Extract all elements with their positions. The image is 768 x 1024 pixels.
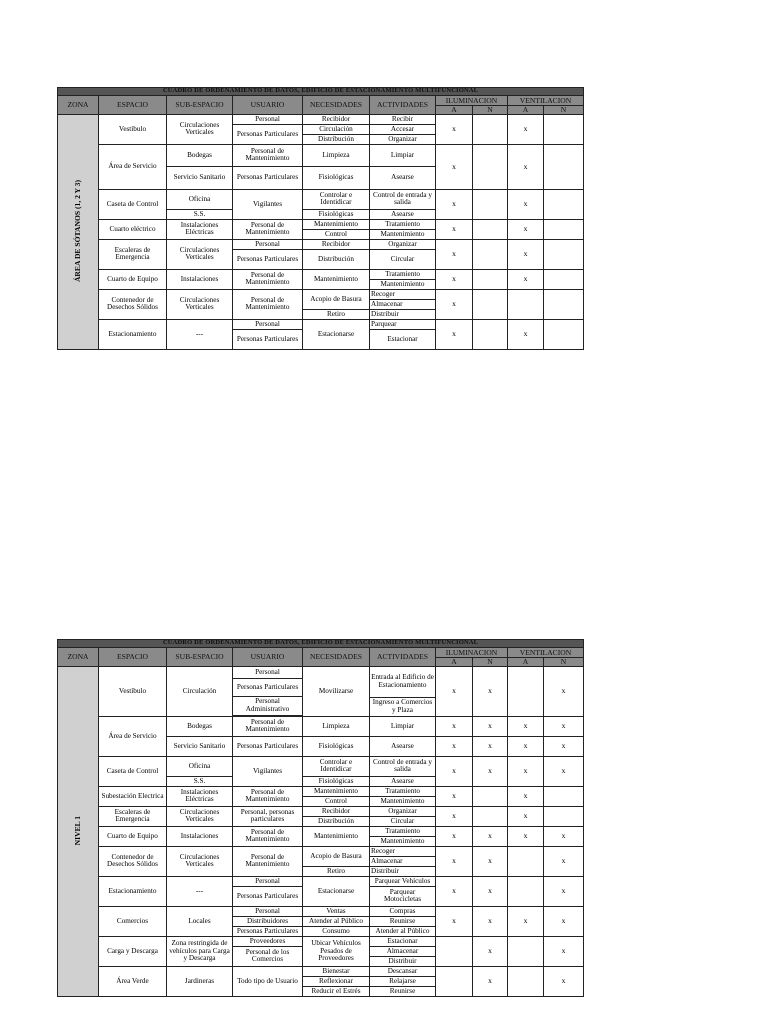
cell-espacio: Subestación Electrica xyxy=(99,786,167,806)
cell-vent-a: x xyxy=(508,219,544,239)
cell-ilum-n: x xyxy=(473,716,508,736)
cell-ilum-n xyxy=(473,114,508,144)
cell-vent-a: x xyxy=(508,806,544,826)
cell-actividad: Tratamiento xyxy=(370,826,436,836)
col-header-necesidades: NECESIDADES xyxy=(303,648,370,667)
cell-vent-n xyxy=(544,289,584,319)
cell-usuario: Personal de Mantenimiento xyxy=(233,716,303,736)
cell-usuario: Personas Particulares xyxy=(233,926,303,936)
cell-ilum-n xyxy=(473,289,508,319)
cell-subespacio: Oficina xyxy=(167,189,233,209)
cell-espacio: Escaleras de Emergencia xyxy=(99,239,167,269)
cell-actividad: Organizar xyxy=(370,806,436,816)
cell-ilum-a: x xyxy=(436,219,473,239)
cell-actividad: Compras xyxy=(370,906,436,916)
cell-actividad: Estacionar xyxy=(370,329,436,349)
cell-espacio: Comercios xyxy=(99,906,167,936)
table-title: CUADRO DE ORDENAMIENTO DE DATOS, EDIFICIO DE ESTACIONAMIENTO MULTIFUNCIONAL xyxy=(58,88,584,96)
cell-usuario: Personas Particulares xyxy=(233,124,303,144)
cell-actividad: Recibir xyxy=(370,114,436,124)
cell-usuario: Personas Particulares xyxy=(233,166,303,189)
cell-espacio: Contenedor de Desechos Sólidos xyxy=(99,846,167,876)
cell-actividad: Recoger xyxy=(370,289,436,299)
zone-cell xyxy=(58,666,99,996)
cell-necesidad: Control xyxy=(303,796,370,806)
cell-ilum-n xyxy=(473,219,508,239)
cell-vent-n xyxy=(544,114,584,144)
cell-necesidad: Distribución xyxy=(303,134,370,144)
cell-subespacio: Oficina xyxy=(167,756,233,776)
cell-actividad: Control de entrada y salida xyxy=(370,189,436,209)
cell-ilum-a: x xyxy=(436,876,473,906)
cell-usuario: Personal de Mantenimiento xyxy=(233,144,303,166)
cell-usuario: Personas Particulares xyxy=(233,886,303,906)
cell-actividad: Descansar xyxy=(370,966,436,976)
cell-vent-a xyxy=(508,666,544,716)
cell-espacio: Escaleras de Emergencia xyxy=(99,806,167,826)
cell-usuario: Personal xyxy=(233,319,303,329)
table-title-row xyxy=(58,88,584,96)
table-nivel-1 xyxy=(57,639,584,997)
cell-vent-a: x xyxy=(508,756,544,786)
cell-necesidad: Recibidor xyxy=(303,239,370,249)
col-header-zona: ZONA xyxy=(58,648,99,667)
col-header-espacio: ESPACIO xyxy=(99,96,167,115)
col-header-usuario: USUARIO xyxy=(233,96,303,115)
cell-actividad: Asearse xyxy=(370,736,436,756)
cell-actividad: Almacenar xyxy=(370,299,436,309)
cell-usuario: Distribuidores xyxy=(233,916,303,926)
cell-vent-n xyxy=(544,269,584,289)
cell-actividad: Distribuir xyxy=(370,866,436,876)
cell-subespacio: Instalaciones xyxy=(167,826,233,846)
cell-necesidad: Mantenimiento xyxy=(303,269,370,289)
table-title-row xyxy=(58,640,584,648)
cell-necesidad: Recibidor xyxy=(303,806,370,816)
col-header-ilum-n: N xyxy=(473,658,508,667)
cell-necesidad: Fisiológicas xyxy=(303,209,370,219)
cell-subespacio: Instalaciones Eléctricas xyxy=(167,219,233,239)
cell-actividad: Mantenimiento xyxy=(370,229,436,239)
cell-necesidad: Bienestar xyxy=(303,966,370,976)
cell-ilum-a: x xyxy=(436,716,473,736)
cell-vent-n xyxy=(544,319,584,349)
cell-vent-n: x xyxy=(544,736,584,756)
cell-espacio: Estacionamiento xyxy=(99,876,167,906)
cell-usuario: Personal de Mantenimiento xyxy=(233,269,303,289)
cell-subespacio: --- xyxy=(167,876,233,906)
table-row xyxy=(58,966,584,976)
cell-espacio: Vestíbulo xyxy=(99,666,167,716)
cell-ilum-n: x xyxy=(473,966,508,996)
cell-ilum-a: x xyxy=(436,846,473,876)
cell-usuario: Personal, personas particulares xyxy=(233,806,303,826)
col-header-subespacio: SUB-ESPACIO xyxy=(167,648,233,667)
cell-ilum-n xyxy=(473,144,508,189)
cell-actividad: Almacenar xyxy=(370,856,436,866)
cell-actividad: Mantenimiento xyxy=(370,796,436,806)
table-row xyxy=(58,189,584,209)
col-header-vent-n: N xyxy=(544,106,584,115)
cell-vent-a xyxy=(508,876,544,906)
cell-subespacio: Locales xyxy=(167,906,233,936)
col-header-actividades: ACTIVIDADES xyxy=(370,96,436,115)
cell-subespacio: Bodegas xyxy=(167,716,233,736)
cell-ilum-a xyxy=(436,936,473,966)
cell-actividad: Organizar xyxy=(370,134,436,144)
cell-actividad: Organizar xyxy=(370,239,436,249)
cell-subespacio: Zona restringida de vehículos para Carga y Descarga xyxy=(167,936,233,966)
cell-vent-a: x xyxy=(508,189,544,219)
cell-subespacio: S.S. xyxy=(167,209,233,219)
cell-usuario: Proveedores xyxy=(233,936,303,946)
table-row xyxy=(58,806,584,816)
header-row xyxy=(58,648,584,658)
table-row xyxy=(58,786,584,796)
cell-vent-a: x xyxy=(508,826,544,846)
cell-vent-a: x xyxy=(508,736,544,756)
cell-actividad: Atender al Público xyxy=(370,926,436,936)
cell-espacio: Estacionamiento xyxy=(99,319,167,349)
col-header-ilum-n: N xyxy=(473,106,508,115)
cell-subespacio: Circulaciones Verticales xyxy=(167,806,233,826)
cell-subespacio: Jardineras xyxy=(167,966,233,996)
cell-espacio: Contenedor de Desechos Sólidos xyxy=(99,289,167,319)
cell-vent-n xyxy=(544,189,584,219)
cell-subespacio: Circulaciones Verticales xyxy=(167,239,233,269)
cell-actividad: Asearse xyxy=(370,166,436,189)
cell-usuario: Personal de Mantenimiento xyxy=(233,846,303,876)
col-header-ventilacion: VENTILACION xyxy=(508,96,584,106)
cell-ilum-n: x xyxy=(473,756,508,786)
col-header-necesidades: NECESIDADES xyxy=(303,96,370,115)
cell-necesidad: Fisiológicas xyxy=(303,166,370,189)
col-header-vent-a: A xyxy=(508,106,544,115)
cell-ilum-n xyxy=(473,269,508,289)
zone-cell xyxy=(58,114,99,349)
cell-actividad: Recoger xyxy=(370,846,436,856)
cell-espacio: Área Verde xyxy=(99,966,167,996)
table-sotanos xyxy=(57,87,584,350)
cell-ilum-n: x xyxy=(473,906,508,936)
cell-vent-n xyxy=(544,144,584,189)
cell-espacio: Vestíbulo xyxy=(99,114,167,144)
cell-espacio: Área de Servicio xyxy=(99,144,167,189)
col-header-espacio: ESPACIO xyxy=(99,648,167,667)
cell-necesidad: Acopio de Basura xyxy=(303,289,370,309)
cell-vent-a: x xyxy=(508,716,544,736)
cell-necesidad: Fisiológicas xyxy=(303,776,370,786)
cell-vent-a xyxy=(508,966,544,996)
cell-actividad: Estacionar xyxy=(370,936,436,946)
cell-subespacio: --- xyxy=(167,319,233,349)
table-row xyxy=(58,269,584,279)
cell-actividad: Limpiar xyxy=(370,716,436,736)
cell-necesidad: Movilizarse xyxy=(303,666,370,716)
cell-usuario: Personas Particulares xyxy=(233,329,303,349)
cell-necesidad: Controlar e Identidicar xyxy=(303,189,370,209)
cell-actividad: Asearse xyxy=(370,209,436,219)
cell-actividad: Distribuir xyxy=(370,956,436,966)
cell-necesidad: Circulación xyxy=(303,124,370,134)
cell-usuario: Personal de los Comercios xyxy=(233,946,303,966)
cell-vent-a: x xyxy=(508,239,544,269)
cell-actividad: Control de entrada y salida xyxy=(370,756,436,776)
header-row xyxy=(58,96,584,106)
cell-vent-n: x xyxy=(544,846,584,876)
cell-necesidad: Ubicar Vehículos Pesados de Proveedores xyxy=(303,936,370,966)
cell-ilum-a: x xyxy=(436,666,473,716)
cell-necesidad: Ventas xyxy=(303,906,370,916)
cell-espacio: Cuarto de Equipo xyxy=(99,269,167,289)
cell-actividad: Ingreso a Comercios y Plaza xyxy=(370,697,436,716)
cell-actividad: Almacenar xyxy=(370,946,436,956)
cell-usuario: Vigilantes xyxy=(233,756,303,786)
col-header-usuario: USUARIO xyxy=(233,648,303,667)
cell-necesidad: Limpieza xyxy=(303,716,370,736)
cell-vent-a xyxy=(508,936,544,966)
table-row xyxy=(58,319,584,329)
cell-usuario: Personal Administrativo xyxy=(233,696,303,715)
table-row xyxy=(58,756,584,776)
cell-necesidad: Consumo xyxy=(303,926,370,936)
table-row xyxy=(58,826,584,836)
cell-actividad: Mantenimiento xyxy=(370,836,436,846)
col-header-vent-a: A xyxy=(508,658,544,667)
cell-subespacio: Circulación xyxy=(167,666,233,716)
col-header-ilum-a: A xyxy=(436,106,473,115)
cell-necesidad: Acopio de Basura xyxy=(303,846,370,866)
cell-actividad: Distribuir xyxy=(370,309,436,319)
cell-necesidad: Recibidor xyxy=(303,114,370,124)
cell-ilum-n xyxy=(473,319,508,349)
cell-usuario: Personal xyxy=(233,666,303,678)
cell-vent-a xyxy=(508,289,544,319)
cell-ilum-a: x xyxy=(436,144,473,189)
cell-actividad: Accesar xyxy=(370,124,436,134)
cell-subespacio: Instalaciones Eléctricas xyxy=(167,786,233,806)
cell-vent-n xyxy=(544,786,584,806)
cell-necesidad: Distribución xyxy=(303,816,370,826)
cell-actividad: Entrada al Edificio de Estacionamiento xyxy=(370,666,436,697)
cell-vent-a: x xyxy=(508,144,544,189)
cell-usuario: Personal xyxy=(233,876,303,886)
col-header-iluminacion: ILUMINACION xyxy=(436,648,508,658)
cell-usuario: Personal de Mantenimiento xyxy=(233,219,303,239)
cell-subespacio: S.S. xyxy=(167,776,233,786)
table-row xyxy=(58,666,584,678)
cell-subespacio: Circulaciones Verticales xyxy=(167,289,233,319)
col-header-ilum-a: A xyxy=(436,658,473,667)
cell-ilum-n: x xyxy=(473,846,508,876)
cell-ilum-a: x xyxy=(436,289,473,319)
cell-subespacio: Servicio Sanitario xyxy=(167,166,233,189)
table-row xyxy=(58,239,584,249)
cell-necesidad: Distribución xyxy=(303,249,370,269)
cell-actividad: Parquear Vehículos xyxy=(370,876,436,886)
table-title: CUADRO DE ORDENAMIENTO DE DATOS, EDIFICIO DE ESTACIONAMIENTO MULTIFUNCIONAL xyxy=(58,640,584,648)
table-row xyxy=(58,144,584,164)
cell-vent-a: x xyxy=(508,906,544,936)
table-row xyxy=(58,846,584,856)
cell-actividad: Tratamiento xyxy=(370,269,436,279)
cell-ilum-n: x xyxy=(473,736,508,756)
cell-ilum-n xyxy=(473,189,508,219)
cell-necesidad: Reducir el Estrés xyxy=(303,986,370,996)
cell-actividad: Circular xyxy=(370,816,436,826)
cell-ilum-n xyxy=(473,806,508,826)
cell-vent-n xyxy=(544,239,584,269)
table-row xyxy=(58,876,584,886)
cell-vent-n xyxy=(544,806,584,826)
cell-vent-n: x xyxy=(544,906,584,936)
col-header-ventilacion: VENTILACION xyxy=(508,648,584,658)
col-header-vent-n: N xyxy=(544,658,584,667)
cell-vent-a: x xyxy=(508,786,544,806)
cell-usuario: Personal xyxy=(233,239,303,249)
cell-vent-a xyxy=(508,846,544,876)
cell-ilum-a: x xyxy=(436,189,473,219)
cell-subespacio: Instalaciones xyxy=(167,269,233,289)
cell-usuario: Personas Particulares xyxy=(233,678,303,696)
cell-vent-n: x xyxy=(544,826,584,846)
cell-vent-n: x xyxy=(544,966,584,996)
cell-necesidad: Retiro xyxy=(303,866,370,876)
cell-usuario: Personal de Mantenimiento xyxy=(233,786,303,806)
cell-actividad: Reunirse xyxy=(370,916,436,926)
col-header-subespacio: SUB-ESPACIO xyxy=(167,96,233,115)
table-row xyxy=(58,114,584,124)
cell-ilum-a: x xyxy=(436,806,473,826)
cell-vent-n: x xyxy=(544,716,584,736)
cell-vent-n: x xyxy=(544,876,584,906)
cell-vent-a: x xyxy=(508,269,544,289)
cell-actividad: Tratamiento xyxy=(370,786,436,796)
cell-ilum-n: x xyxy=(473,936,508,966)
cell-actividad: Tratamiento xyxy=(370,219,436,229)
cell-vent-n: x xyxy=(544,666,584,716)
cell-ilum-a: x xyxy=(436,736,473,756)
cell-necesidad: Atender al Público xyxy=(303,916,370,926)
cell-actividad: Parquear Motocicletas xyxy=(370,886,436,906)
cell-necesidad: Mantenimiento xyxy=(303,826,370,846)
cell-vent-n: x xyxy=(544,756,584,786)
cell-necesidad: Mantenimiento xyxy=(303,786,370,796)
cell-ilum-a: x xyxy=(436,786,473,806)
cell-ilum-a: x xyxy=(436,319,473,349)
zone-label: NIVEL 1 xyxy=(73,815,83,845)
cell-usuario: Personas Particulares xyxy=(233,249,303,269)
cell-usuario: Personal de Mantenimiento xyxy=(233,826,303,846)
cell-vent-n xyxy=(544,219,584,239)
cell-actividad: Circular xyxy=(370,249,436,269)
cell-subespacio: Circulaciones Verticales xyxy=(167,114,233,144)
cell-usuario: Personal xyxy=(233,906,303,916)
col-header-actividades: ACTIVIDADES xyxy=(370,648,436,667)
cell-ilum-n xyxy=(473,786,508,806)
table-row xyxy=(58,906,584,916)
cell-necesidad: Fisiológicas xyxy=(303,736,370,756)
cell-espacio: Cuarto eléctrico xyxy=(99,219,167,239)
cell-actividad: Relajarse xyxy=(370,976,436,986)
cell-necesidad: Estacionarse xyxy=(303,319,370,349)
zone-label: ÁREA DE SÓTANOS (1, 2 Y 3) xyxy=(73,179,83,282)
cell-actividad: Parquear xyxy=(370,319,436,329)
cell-necesidad: Limpieza xyxy=(303,144,370,166)
cell-ilum-n xyxy=(473,239,508,269)
cell-ilum-n: x xyxy=(473,666,508,716)
table-row xyxy=(58,936,584,946)
cell-ilum-a: x xyxy=(436,269,473,289)
cell-necesidad: Mantenimiento xyxy=(303,219,370,229)
cell-vent-a: x xyxy=(508,319,544,349)
cell-subespacio: Servicio Sanitario xyxy=(167,736,233,756)
cell-ilum-a: x xyxy=(436,114,473,144)
cell-espacio: Carga y Descarga xyxy=(99,936,167,966)
cell-necesidad: Controlar e Identidicar xyxy=(303,756,370,776)
cell-necesidad: Retiro xyxy=(303,309,370,319)
cell-ilum-a: x xyxy=(436,756,473,786)
cell-espacio: Área de Servicio xyxy=(99,716,167,756)
table-row xyxy=(58,716,584,736)
cell-actividad: Mantenimiento xyxy=(370,279,436,289)
cell-usuario: Todo tipo de Usuario xyxy=(233,966,303,996)
cell-vent-a: x xyxy=(508,114,544,144)
cell-subespacio: Circulaciones Verticales xyxy=(167,846,233,876)
col-header-zona: ZONA xyxy=(58,96,99,115)
cell-necesidad: Reflexionar xyxy=(303,976,370,986)
cell-ilum-n: x xyxy=(473,876,508,906)
cell-necesidad: Estacionarse xyxy=(303,876,370,906)
cell-ilum-n: x xyxy=(473,826,508,846)
cell-actividad: Asearse xyxy=(370,776,436,786)
cell-actividad: Limpiar xyxy=(370,144,436,166)
cell-vent-n: x xyxy=(544,936,584,966)
col-header-iluminacion: ILUMINACION xyxy=(436,96,508,106)
cell-usuario: Vigilantes xyxy=(233,189,303,219)
cell-ilum-a: x xyxy=(436,239,473,269)
cell-espacio: Caseta de Control xyxy=(99,756,167,786)
cell-subespacio: Bodegas xyxy=(167,144,233,166)
cell-ilum-a xyxy=(436,966,473,996)
table-row xyxy=(58,219,584,229)
cell-usuario: Personas Particulares xyxy=(233,736,303,756)
cell-ilum-a: x xyxy=(436,906,473,936)
cell-espacio: Caseta de Control xyxy=(99,189,167,219)
cell-espacio: Cuarto de Equipo xyxy=(99,826,167,846)
cell-necesidad: Control xyxy=(303,229,370,239)
cell-actividad: Reunirse xyxy=(370,986,436,996)
cell-usuario: Personal de Mantenimiento xyxy=(233,289,303,319)
table-row xyxy=(58,289,584,299)
cell-ilum-a: x xyxy=(436,826,473,846)
cell-usuario: Personal xyxy=(233,114,303,124)
